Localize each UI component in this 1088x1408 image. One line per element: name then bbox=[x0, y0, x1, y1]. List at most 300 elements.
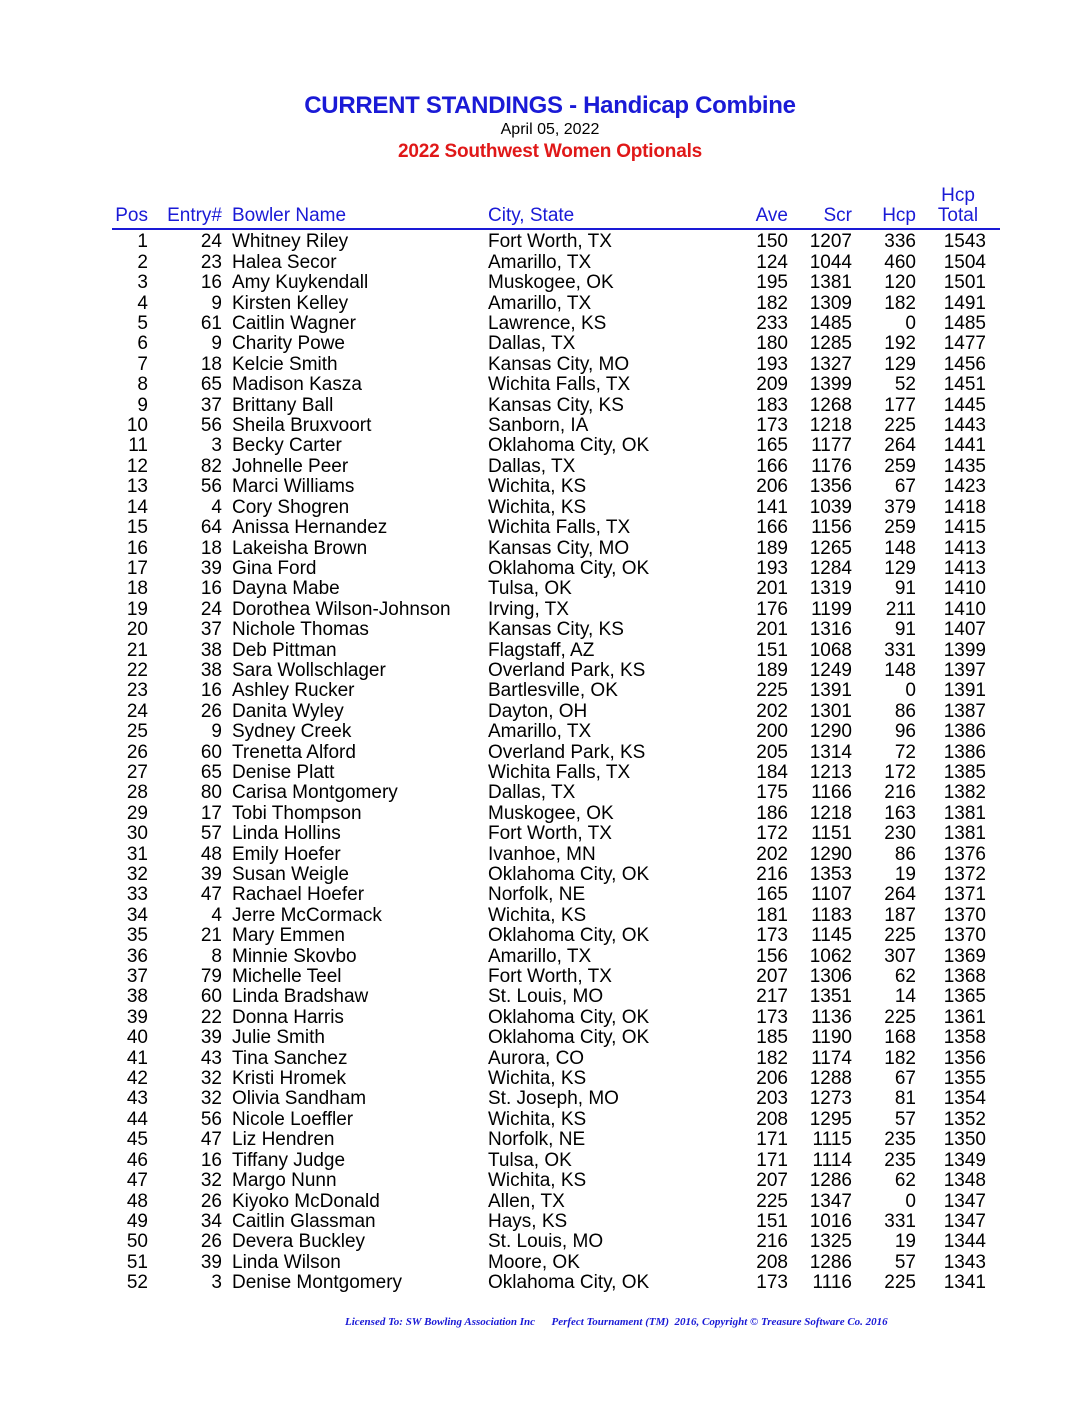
cell-hcp-total: 1341 bbox=[943, 1272, 986, 1294]
cell-scr: 1145 bbox=[811, 925, 852, 947]
cell-city-state: Oklahoma City, OK bbox=[488, 925, 650, 947]
cell-bowler-name: Sheila Bruxvoort bbox=[232, 415, 372, 437]
cell-hcp-total: 1376 bbox=[943, 843, 986, 865]
cell-scr: 1309 bbox=[809, 292, 852, 314]
cell-hcp-total: 1354 bbox=[943, 1088, 986, 1110]
cell-hcp: 19 bbox=[894, 864, 916, 885]
table-row bbox=[112, 1028, 1000, 1048]
cell-pos: 34 bbox=[126, 904, 148, 926]
cell-city-state: Oklahoma City, OK bbox=[488, 557, 650, 579]
cell-bowler-name: Cory Shogren bbox=[232, 496, 350, 518]
cell-pos: 4 bbox=[137, 292, 148, 314]
cell-ave: 150 bbox=[756, 231, 788, 253]
cell-hcp: 0 bbox=[905, 1190, 916, 1212]
cell-city-state: Wichita, KS bbox=[488, 476, 587, 498]
cell-hcp-total: 1413 bbox=[943, 557, 986, 579]
cell-pos: 48 bbox=[126, 1190, 148, 1212]
cell-hcp: 129 bbox=[884, 353, 916, 375]
cell-entry: 60 bbox=[200, 986, 222, 1008]
cell-entry: 17 bbox=[200, 802, 222, 824]
cell-scr: 1116 bbox=[812, 1272, 852, 1294]
cell-hcp: 67 bbox=[894, 1068, 916, 1090]
cell-hcp: 182 bbox=[884, 292, 916, 314]
cell-bowler-name: Tiffany Judge bbox=[232, 1149, 346, 1171]
cell-entry: 37 bbox=[200, 619, 222, 641]
cell-hcp-total: 1358 bbox=[943, 1027, 986, 1049]
cell-ave: 200 bbox=[756, 721, 788, 743]
cell-ave: 205 bbox=[756, 741, 788, 763]
cell-scr: 1115 bbox=[812, 1129, 852, 1151]
cell-scr: 1347 bbox=[809, 1190, 852, 1212]
cell-hcp: 177 bbox=[884, 394, 916, 416]
cell-pos: 35 bbox=[126, 925, 148, 947]
cell-pos: 49 bbox=[126, 1210, 148, 1232]
cell-hcp-total: 1491 bbox=[943, 292, 986, 314]
cell-city-state: Dallas, TX bbox=[488, 455, 576, 477]
cell-ave: 166 bbox=[756, 517, 788, 539]
cell-hcp-total: 1441 bbox=[943, 435, 986, 457]
cell-bowler-name: Denise Montgomery bbox=[232, 1272, 403, 1294]
cell-hcp-total: 1381 bbox=[943, 823, 986, 845]
cell-scr: 1218 bbox=[809, 802, 852, 824]
cell-bowler-name: Sydney Creek bbox=[232, 721, 352, 743]
cell-ave: 165 bbox=[756, 435, 788, 457]
cell-hcp: 0 bbox=[905, 680, 916, 702]
cell-entry: 3 bbox=[211, 435, 222, 457]
cell-ave: 193 bbox=[756, 557, 788, 579]
cell-city-state: Kansas City, MO bbox=[488, 537, 630, 559]
cell-scr: 1166 bbox=[811, 782, 852, 804]
cell-ave: 208 bbox=[756, 1251, 788, 1273]
cell-pos: 20 bbox=[126, 619, 148, 641]
cell-city-state: Allen, TX bbox=[488, 1190, 565, 1212]
cell-pos: 16 bbox=[126, 537, 148, 559]
cell-hcp: 192 bbox=[884, 333, 916, 355]
cell-scr: 1288 bbox=[809, 1068, 852, 1090]
table-row bbox=[112, 375, 1000, 395]
cell-bowler-name: Julie Smith bbox=[232, 1027, 325, 1049]
cell-pos: 8 bbox=[137, 374, 148, 396]
cell-city-state: Fort Worth, TX bbox=[488, 823, 612, 845]
cell-entry: 79 bbox=[200, 966, 222, 988]
cell-scr: 1183 bbox=[811, 904, 852, 926]
cell-entry: 22 bbox=[200, 1006, 222, 1028]
cell-ave: 185 bbox=[756, 1027, 788, 1049]
cell-hcp: 19 bbox=[894, 1231, 916, 1253]
cell-pos: 41 bbox=[126, 1047, 148, 1069]
table-row bbox=[112, 906, 1000, 926]
cell-ave: 206 bbox=[756, 1068, 788, 1090]
cell-hcp-total: 1361 bbox=[943, 1006, 986, 1028]
cell-hcp-total: 1369 bbox=[943, 945, 986, 967]
table-row bbox=[112, 926, 1000, 946]
cell-bowler-name: Linda Hollins bbox=[232, 823, 341, 845]
standings-table bbox=[112, 186, 1000, 1294]
cell-bowler-name: Gina Ford bbox=[232, 557, 317, 579]
cell-entry: 24 bbox=[200, 231, 222, 253]
cell-entry: 39 bbox=[200, 864, 222, 885]
cell-entry: 56 bbox=[200, 415, 222, 437]
cell-entry: 61 bbox=[200, 313, 222, 335]
cell-ave: 216 bbox=[756, 1231, 788, 1253]
cell-ave: 202 bbox=[756, 843, 788, 865]
cell-ave: 203 bbox=[756, 1088, 788, 1110]
cell-hcp-total: 1386 bbox=[943, 721, 986, 743]
table-row bbox=[112, 539, 1000, 559]
cell-bowler-name: Danita Wyley bbox=[232, 700, 344, 722]
cell-scr: 1356 bbox=[809, 476, 852, 498]
cell-entry: 16 bbox=[200, 1149, 222, 1171]
cell-ave: 189 bbox=[756, 537, 788, 559]
cell-city-state: Oklahoma City, OK bbox=[488, 1272, 650, 1294]
cell-city-state: Norfolk, NE bbox=[488, 884, 586, 906]
cell-pos: 12 bbox=[126, 455, 148, 477]
cell-bowler-name: Whitney Riley bbox=[232, 231, 349, 253]
cell-hcp-total: 1370 bbox=[943, 904, 986, 926]
cell-pos: 44 bbox=[126, 1108, 148, 1130]
cell-pos: 29 bbox=[126, 802, 148, 824]
cell-hcp: 172 bbox=[884, 761, 916, 783]
table-row bbox=[112, 947, 1000, 967]
cell-hcp: 129 bbox=[884, 557, 916, 579]
cell-ave: 173 bbox=[756, 925, 788, 947]
cell-hcp-total: 1370 bbox=[943, 925, 986, 947]
cell-pos: 30 bbox=[126, 823, 148, 845]
cell-bowler-name: Kirsten Kelley bbox=[232, 292, 349, 314]
cell-hcp: 336 bbox=[884, 231, 916, 253]
cell-bowler-name: Kelcie Smith bbox=[232, 353, 338, 375]
cell-hcp: 235 bbox=[884, 1149, 916, 1171]
cell-hcp: 259 bbox=[884, 455, 916, 477]
cell-city-state: Wichita, KS bbox=[488, 1068, 587, 1090]
cell-bowler-name: Caitlin Glassman bbox=[232, 1210, 376, 1232]
cell-hcp: 211 bbox=[885, 598, 916, 620]
cell-bowler-name: Madison Kasza bbox=[232, 374, 362, 396]
cell-hcp-total: 1391 bbox=[943, 680, 986, 702]
cell-pos: 47 bbox=[126, 1170, 148, 1192]
cell-scr: 1290 bbox=[809, 721, 852, 743]
cell-hcp-total: 1365 bbox=[943, 986, 986, 1008]
cell-hcp-total: 1349 bbox=[943, 1149, 986, 1171]
cell-scr: 1485 bbox=[809, 313, 852, 335]
cell-hcp: 81 bbox=[894, 1088, 916, 1110]
cell-city-state: Aurora, CO bbox=[488, 1047, 585, 1069]
table-row bbox=[112, 1008, 1000, 1028]
table-row bbox=[112, 334, 1000, 354]
cell-scr: 1190 bbox=[811, 1027, 852, 1049]
cell-scr: 1218 bbox=[809, 415, 852, 437]
cell-bowler-name: Lakeisha Brown bbox=[232, 537, 368, 559]
cell-hcp-total: 1410 bbox=[943, 578, 986, 600]
cell-pos: 26 bbox=[126, 741, 148, 763]
table-row bbox=[112, 1089, 1000, 1109]
cell-hcp-total: 1445 bbox=[943, 394, 986, 416]
cell-hcp-total: 1418 bbox=[943, 496, 986, 518]
cell-ave: 202 bbox=[756, 700, 788, 722]
cell-pos: 36 bbox=[126, 945, 148, 967]
event-name: 2022 Southwest Women Optionals bbox=[397, 141, 703, 162]
cell-ave: 181 bbox=[756, 904, 788, 926]
cell-entry: 60 bbox=[200, 741, 222, 763]
cell-pos: 43 bbox=[126, 1088, 148, 1110]
cell-city-state: Fort Worth, TX bbox=[488, 231, 612, 253]
cell-entry: 26 bbox=[200, 1231, 222, 1253]
cell-bowler-name: Mary Emmen bbox=[232, 925, 345, 947]
cell-hcp: 235 bbox=[884, 1129, 916, 1151]
cell-hcp-total: 1435 bbox=[943, 455, 986, 477]
cell-hcp-total: 1407 bbox=[943, 619, 986, 641]
cell-scr: 1353 bbox=[809, 864, 852, 885]
table-row bbox=[112, 967, 1000, 987]
column-header-pos: Pos bbox=[112, 206, 148, 229]
cell-hcp-total: 1451 bbox=[943, 374, 986, 396]
cell-ave: 151 bbox=[756, 1210, 788, 1232]
cell-entry: 16 bbox=[200, 680, 222, 702]
cell-ave: 183 bbox=[756, 394, 788, 416]
cell-scr: 1285 bbox=[809, 333, 852, 355]
cell-entry: 64 bbox=[200, 517, 222, 539]
cell-pos: 33 bbox=[126, 884, 148, 906]
cell-bowler-name: Anissa Hernandez bbox=[232, 517, 388, 539]
table-row bbox=[112, 743, 1000, 763]
cell-pos: 13 bbox=[126, 476, 148, 498]
table-row bbox=[112, 477, 1000, 497]
cell-hcp-total: 1423 bbox=[943, 476, 986, 498]
column-header-hcp: Hcp bbox=[852, 206, 916, 229]
cell-bowler-name: Charity Powe bbox=[232, 333, 345, 355]
cell-ave: 201 bbox=[756, 619, 788, 641]
cell-pos: 37 bbox=[126, 966, 148, 988]
table-row bbox=[112, 436, 1000, 456]
cell-hcp: 259 bbox=[884, 517, 916, 539]
cell-hcp-total: 1399 bbox=[943, 639, 986, 661]
cell-entry: 65 bbox=[200, 374, 222, 396]
cell-pos: 2 bbox=[137, 251, 148, 273]
cell-city-state: Wichita, KS bbox=[488, 1108, 587, 1130]
cell-bowler-name: Marci Williams bbox=[232, 476, 355, 498]
cell-pos: 38 bbox=[126, 986, 148, 1008]
cell-scr: 1016 bbox=[809, 1210, 852, 1232]
cell-hcp-total: 1343 bbox=[943, 1251, 986, 1273]
table-row bbox=[112, 1232, 1000, 1252]
cell-bowler-name: Brittany Ball bbox=[232, 394, 334, 416]
cell-entry: 26 bbox=[200, 1190, 222, 1212]
table-row bbox=[112, 702, 1000, 722]
cell-ave: 217 bbox=[756, 986, 788, 1008]
cell-hcp: 120 bbox=[884, 272, 916, 294]
cell-city-state: Amarillo, TX bbox=[488, 721, 592, 743]
cell-bowler-name: Rachael Hoefer bbox=[232, 884, 365, 906]
cell-hcp-total: 1355 bbox=[943, 1068, 986, 1090]
cell-city-state: Dallas, TX bbox=[488, 333, 576, 355]
cell-ave: 225 bbox=[756, 680, 788, 702]
cell-hcp-total: 1415 bbox=[943, 517, 986, 539]
cell-hcp: 62 bbox=[894, 966, 916, 988]
table-row bbox=[112, 518, 1000, 538]
cell-hcp: 225 bbox=[884, 415, 916, 437]
table-row bbox=[112, 1212, 1000, 1232]
table-row bbox=[112, 273, 1000, 293]
cell-pos: 14 bbox=[126, 496, 148, 518]
cell-city-state: St. Joseph, MO bbox=[488, 1088, 619, 1110]
cell-entry: 65 bbox=[200, 761, 222, 783]
cell-hcp: 86 bbox=[894, 700, 916, 722]
cell-entry: 39 bbox=[200, 1251, 222, 1273]
cell-pos: 9 bbox=[137, 394, 148, 416]
cell-entry: 18 bbox=[200, 353, 222, 375]
cell-scr: 1044 bbox=[809, 251, 852, 273]
cell-entry: 23 bbox=[200, 251, 222, 273]
cell-city-state: Dayton, OH bbox=[488, 700, 588, 722]
cell-entry: 4 bbox=[211, 496, 222, 518]
cell-pos: 22 bbox=[126, 659, 148, 681]
cell-hcp-total: 1397 bbox=[943, 659, 986, 681]
cell-ave: 172 bbox=[756, 823, 788, 845]
cell-entry: 38 bbox=[200, 639, 222, 661]
cell-pos: 31 bbox=[126, 843, 148, 865]
cell-ave: 186 bbox=[756, 802, 788, 824]
cell-scr: 1068 bbox=[809, 639, 852, 661]
table-row bbox=[112, 253, 1000, 273]
table-row bbox=[112, 1171, 1000, 1191]
cell-scr: 1062 bbox=[809, 945, 852, 967]
table-row bbox=[112, 294, 1000, 314]
table-row bbox=[112, 559, 1000, 579]
cell-bowler-name: Jerre McCormack bbox=[232, 904, 382, 926]
cell-city-state: Wichita Falls, TX bbox=[488, 374, 631, 396]
cell-scr: 1114 bbox=[812, 1149, 852, 1171]
table-row bbox=[112, 885, 1000, 905]
cell-pos: 45 bbox=[126, 1129, 148, 1151]
cell-hcp: 14 bbox=[894, 986, 916, 1008]
cell-city-state: Muskogee, OK bbox=[488, 802, 614, 824]
cell-scr: 1314 bbox=[809, 741, 852, 763]
table-row bbox=[112, 457, 1000, 477]
cell-entry: 32 bbox=[200, 1088, 222, 1110]
cell-scr: 1268 bbox=[809, 394, 852, 416]
cell-entry: 16 bbox=[200, 272, 222, 294]
cell-entry: 56 bbox=[200, 476, 222, 498]
table-row bbox=[112, 845, 1000, 865]
cell-entry: 47 bbox=[200, 1129, 222, 1151]
table-row bbox=[112, 620, 1000, 640]
cell-hcp-total: 1350 bbox=[943, 1129, 986, 1151]
cell-entry: 4 bbox=[211, 904, 222, 926]
column-header-total: Total bbox=[916, 206, 1000, 229]
cell-entry: 34 bbox=[200, 1210, 222, 1232]
cell-hcp-total: 1381 bbox=[943, 802, 986, 824]
cell-hcp: 225 bbox=[884, 1272, 916, 1294]
table-row bbox=[112, 641, 1000, 661]
table-row bbox=[112, 1049, 1000, 1069]
cell-hcp-total: 1543 bbox=[943, 231, 986, 253]
cell-bowler-name: Devera Buckley bbox=[232, 1231, 366, 1253]
table-row bbox=[112, 763, 1000, 783]
table-row bbox=[112, 229, 1000, 252]
cell-bowler-name: Nicole Loeffler bbox=[232, 1108, 354, 1130]
table-row bbox=[112, 987, 1000, 1007]
table-row bbox=[112, 416, 1000, 436]
cell-ave: 207 bbox=[756, 966, 788, 988]
report-date: April 05, 2022 bbox=[500, 121, 600, 138]
cell-entry: 9 bbox=[211, 292, 222, 314]
cell-scr: 1199 bbox=[811, 598, 852, 620]
cell-bowler-name: Denise Platt bbox=[232, 761, 335, 783]
cell-pos: 27 bbox=[126, 761, 148, 783]
cell-city-state: Dallas, TX bbox=[488, 782, 576, 804]
cell-hcp-total: 1382 bbox=[943, 782, 986, 804]
cell-bowler-name: Halea Secor bbox=[232, 251, 337, 273]
cell-ave: 151 bbox=[756, 639, 788, 661]
cell-bowler-name: Kiyoko McDonald bbox=[232, 1190, 380, 1212]
cell-pos: 15 bbox=[126, 517, 148, 539]
column-header-city: City, State bbox=[488, 206, 708, 229]
cell-hcp-total: 1410 bbox=[943, 598, 986, 620]
cell-hcp-total: 1371 bbox=[943, 884, 986, 906]
cell-bowler-name: Johnelle Peer bbox=[232, 455, 349, 477]
cell-scr: 1136 bbox=[811, 1006, 852, 1028]
cell-city-state: Kansas City, MO bbox=[488, 353, 630, 375]
cell-entry: 8 bbox=[211, 945, 222, 967]
cell-bowler-name: Deb Pittman bbox=[232, 639, 337, 661]
cell-scr: 1381 bbox=[809, 272, 852, 294]
table-row bbox=[112, 396, 1000, 416]
cell-city-state: Tulsa, OK bbox=[488, 578, 572, 600]
cell-ave: 165 bbox=[756, 884, 788, 906]
table-row bbox=[112, 1110, 1000, 1130]
table-row bbox=[112, 783, 1000, 803]
cell-hcp: 148 bbox=[884, 537, 916, 559]
cell-bowler-name: Emily Hoefer bbox=[232, 843, 341, 865]
cell-city-state: Tulsa, OK bbox=[488, 1149, 572, 1171]
cell-bowler-name: Amy Kuykendall bbox=[232, 272, 369, 294]
column-header-scr: Scr bbox=[788, 206, 852, 229]
cell-city-state: Oklahoma City, OK bbox=[488, 1027, 650, 1049]
cell-hcp: 62 bbox=[894, 1170, 916, 1192]
cell-bowler-name: Olivia Sandham bbox=[232, 1088, 367, 1110]
cell-ave: 201 bbox=[756, 578, 788, 600]
cell-bowler-name: Linda Wilson bbox=[232, 1251, 341, 1273]
cell-hcp: 264 bbox=[884, 435, 916, 457]
cell-pos: 39 bbox=[126, 1006, 148, 1028]
cell-pos: 11 bbox=[128, 435, 148, 457]
cell-pos: 3 bbox=[137, 272, 148, 294]
column-header-ave: Ave bbox=[708, 206, 788, 229]
cell-entry: 47 bbox=[200, 884, 222, 906]
cell-city-state: Hays, KS bbox=[488, 1210, 568, 1232]
cell-scr: 1319 bbox=[809, 578, 852, 600]
cell-hcp: 57 bbox=[894, 1108, 916, 1130]
cell-bowler-name: Becky Carter bbox=[232, 435, 342, 457]
cell-hcp-total: 1348 bbox=[943, 1170, 986, 1192]
cell-city-state: Fort Worth, TX bbox=[488, 966, 612, 988]
cell-scr: 1301 bbox=[809, 700, 852, 722]
cell-entry: 48 bbox=[200, 843, 222, 865]
cell-entry: 57 bbox=[200, 823, 222, 845]
cell-entry: 80 bbox=[200, 782, 222, 804]
cell-city-state: Oklahoma City, OK bbox=[488, 864, 650, 885]
cell-hcp: 163 bbox=[884, 802, 916, 824]
cell-hcp-total: 1372 bbox=[943, 864, 986, 885]
cell-scr: 1391 bbox=[809, 680, 852, 702]
cell-city-state: Kansas City, KS bbox=[488, 619, 624, 641]
cell-bowler-name: Liz Hendren bbox=[232, 1129, 335, 1151]
cell-city-state: Overland Park, KS bbox=[488, 741, 646, 763]
cell-hcp: 331 bbox=[884, 1210, 916, 1232]
cell-pos: 52 bbox=[126, 1272, 148, 1294]
cell-city-state: Amarillo, TX bbox=[488, 251, 592, 273]
cell-ave: 175 bbox=[756, 782, 788, 804]
